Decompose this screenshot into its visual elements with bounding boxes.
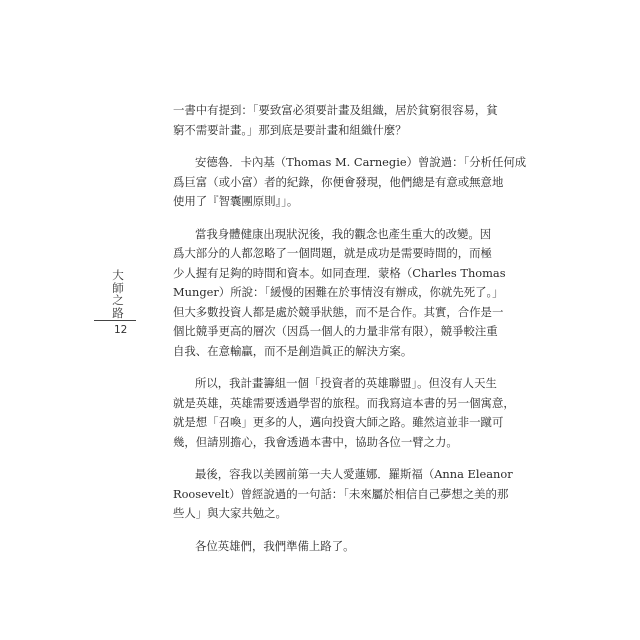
text-line: 個比競爭更高的層次（因爲一個人的力量非常有限），競爭較注重 — [173, 324, 498, 338]
text-line: 幾，但請別擔心，我會透過本書中，協助各位一臂之力。 — [173, 434, 458, 449]
text-line: 當我身體健康出現狀況後，我的觀念也產生重大的改變。因 — [195, 226, 492, 241]
text-line: 爲巨富（或小富）者的紀錄，你便會發現，他們總是有意或無意地 — [173, 174, 504, 189]
text-line: 少人握有足夠的時間和資本。如同查理．蒙格（Charles Thomas — [173, 265, 506, 280]
body-text — [173, 101, 527, 569]
paragraph — [173, 465, 513, 524]
paragraph — [173, 225, 506, 362]
running-header-divider — [94, 320, 136, 321]
text-line: 最後，容我以美國前第一夫人愛蓮娜．羅斯福（Anna Eleanor — [195, 467, 513, 481]
paragraph — [173, 537, 479, 557]
text-line: 就是英雄，英雄需要透過學習的旅程。而我寫這本書的另一個寓意， — [173, 395, 515, 410]
text-line: 窮不需要計畫。」那到底是要計畫和組織什麼？ — [173, 122, 407, 137]
text-line: Munger）所說：「緩慢的困難在於事情沒有辦成，你就先死了。」 — [173, 285, 504, 299]
paragraph — [173, 101, 498, 140]
paragraph — [173, 374, 515, 452]
text-line: 安德魯．卡內基（Thomas M. Carnegie）曾說過：「分析任何成 — [195, 155, 527, 169]
text-line: 爲大部分的人都忽略了一個問題，就是成功是需要時間的，而極 — [173, 246, 492, 260]
text-line: 所以，我計畫籌組一個「投資者的英雄聯盟」。但沒有人天生 — [195, 376, 497, 390]
text-line: 些人」與大家共勉之。 — [173, 506, 287, 520]
page-number: 12 — [114, 324, 128, 336]
text-line: 但大多數投資人都是處於競爭狀態，而不是合作。其實，合作是一 — [173, 304, 504, 319]
text-line: 一書中有提到：「要致富必須要計畫及組織，居於貧窮很容易，貧 — [173, 103, 498, 117]
text-line: 各位英雄們，我們準備上路了。 — [195, 538, 355, 553]
text-line: Roosevelt）曾經說過的一句話：「未來屬於相信自己夢想之美的那 — [173, 486, 509, 501]
text-line: 自我、在意輸贏，而不是創造眞正的解決方案。 — [173, 343, 413, 358]
paragraph — [173, 153, 527, 212]
text-line: 使用了『智囊團原則』」。 — [173, 194, 299, 208]
running-header-title: 大 師 之 路 — [112, 268, 124, 320]
text-line: 就是想「召喚」更多的人，邁向投資大師之路。雖然這並非一蹴可 — [173, 415, 504, 429]
